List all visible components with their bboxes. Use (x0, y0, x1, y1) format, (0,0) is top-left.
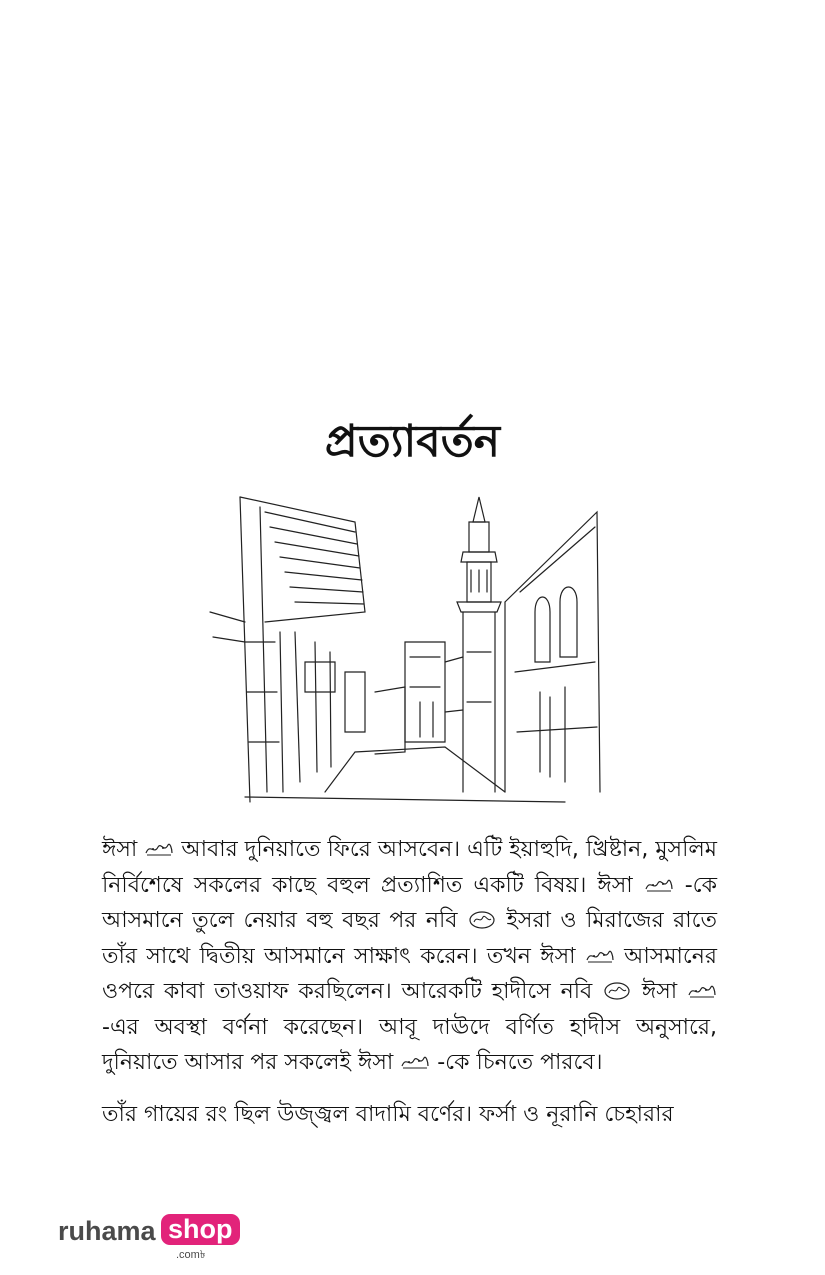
paragraph-1: ঈসা আবার দুনিয়াতে ফিরে আসবেন। এটি ইয়াহুদি, খ্রিষ্টান, মুসলিম নির্বিশেষে সকলের কাছে বহুল প্রত্যাশিত একটি বিষয়। ঈসা -কে আসমানে তুলে নেয়ার বহু বছর পর নবি ইসরা ও মিরাজের রাতে তাঁর সাথে দ্বিতীয় আসমানে সাক্ষাৎ করেন। তখন ঈসা আসমানের ওপরে কাবা তাওয়াফ করছিলেন। আরেকটি হাদীসে নবি ঈসা -এর অবস্থা বর্ণনা করেছেন। আবূ দাঊদে বর্ণিত হাদীস অনুসারে, দুনিয়াতে আসার পর সকলেই ঈসা -কে চিনতে পারবে। (102, 837, 717, 1075)
logo-text-ruhama: ruhama (58, 1216, 156, 1246)
alayhis-salam-honorific-icon (144, 839, 174, 859)
alayhis-salam-honorific-icon (644, 875, 674, 895)
alayhis-salam-honorific-icon (687, 981, 717, 1001)
ruhamashop-logo[interactable] (58, 1212, 238, 1262)
salawat-honorific-icon (467, 910, 497, 930)
salawat-honorific-icon (602, 981, 632, 1001)
body-text (102, 832, 717, 1148)
alayhis-salam-honorific-icon (585, 946, 615, 966)
alayhis-salam-honorific-icon (400, 1052, 430, 1072)
paragraph-2: তাঁর গায়ের রং ছিল উজ্জ্বল বাদামি বর্ণের। ফর্সা ও নূরানি চেহারার (102, 1101, 674, 1127)
chapter-title: প্রত্যাবর্তন (324, 416, 501, 467)
street-sketch-illustration (205, 492, 605, 812)
logo-text-domain: .com৳ (176, 1249, 206, 1261)
logo-text-shop: shop (161, 1214, 240, 1245)
